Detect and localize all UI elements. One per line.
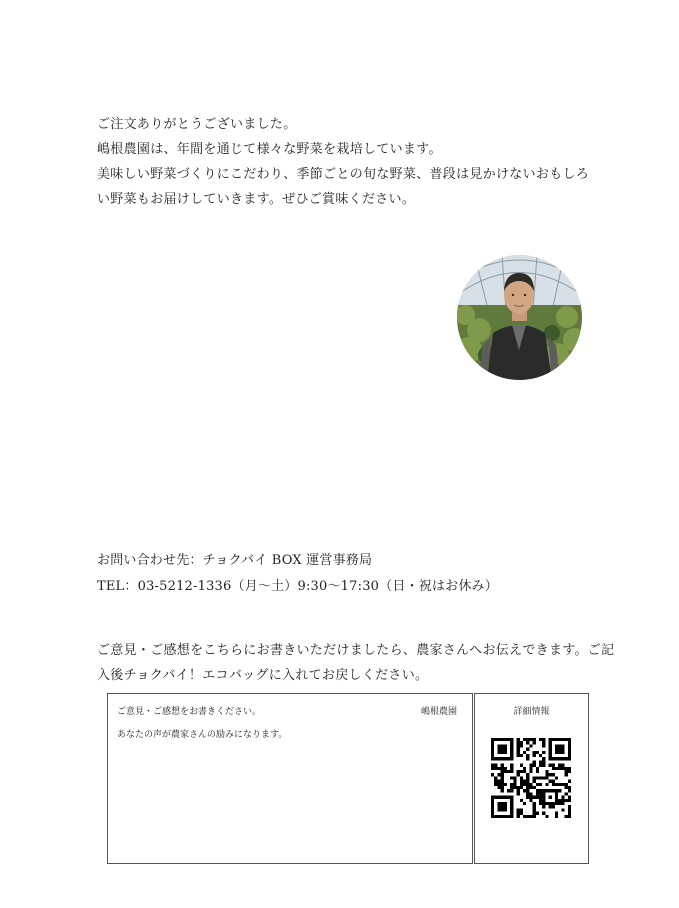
details-label: 詳細情報 xyxy=(513,707,550,717)
feedback-prompt: ご意見・ご感想をお書きください。 xyxy=(117,707,262,717)
contact-phone: TEL：03-5212-1336（月～土）9:30～17:30（日・祝はお休み） xyxy=(97,579,498,594)
details-qr-box xyxy=(474,693,589,864)
intro-line-vegetables: 美味しい野菜づくりにこだわり、季節ごとの旬な野菜、普段は見かけないおもしろい野菜もお届けしていきます。ぜひご賞味ください。 xyxy=(97,167,590,207)
contact-info xyxy=(97,548,617,600)
farmer-photo xyxy=(457,255,582,380)
qr-code-icon[interactable] xyxy=(491,738,571,818)
intro-line-thanks: ご注文ありがとうございました。 xyxy=(97,117,297,132)
feedback-encouragement: あなたの声が農家さんの励みになります。 xyxy=(117,730,288,740)
feedback-instructions xyxy=(97,638,627,688)
contact-office: お問い合わせ先：チョクバイ BOX 運営事務局 xyxy=(97,553,373,568)
farm-name-label: 嶋根農園 xyxy=(420,707,457,717)
intro-text xyxy=(97,112,597,212)
feedback-form-box[interactable] xyxy=(107,693,473,864)
feedback-instructions-text: ご意見・ご感想をこちらにお書きいただけましたら、農家さんへお伝えできます。ご記入後チョクバイ！エコバッグに入れてお戻しください。 xyxy=(97,643,615,683)
intro-line-farm: 嶋根農園は、年間を通じて様々な野菜を栽培しています。 xyxy=(97,142,442,157)
farmer-portrait-image xyxy=(457,255,582,380)
